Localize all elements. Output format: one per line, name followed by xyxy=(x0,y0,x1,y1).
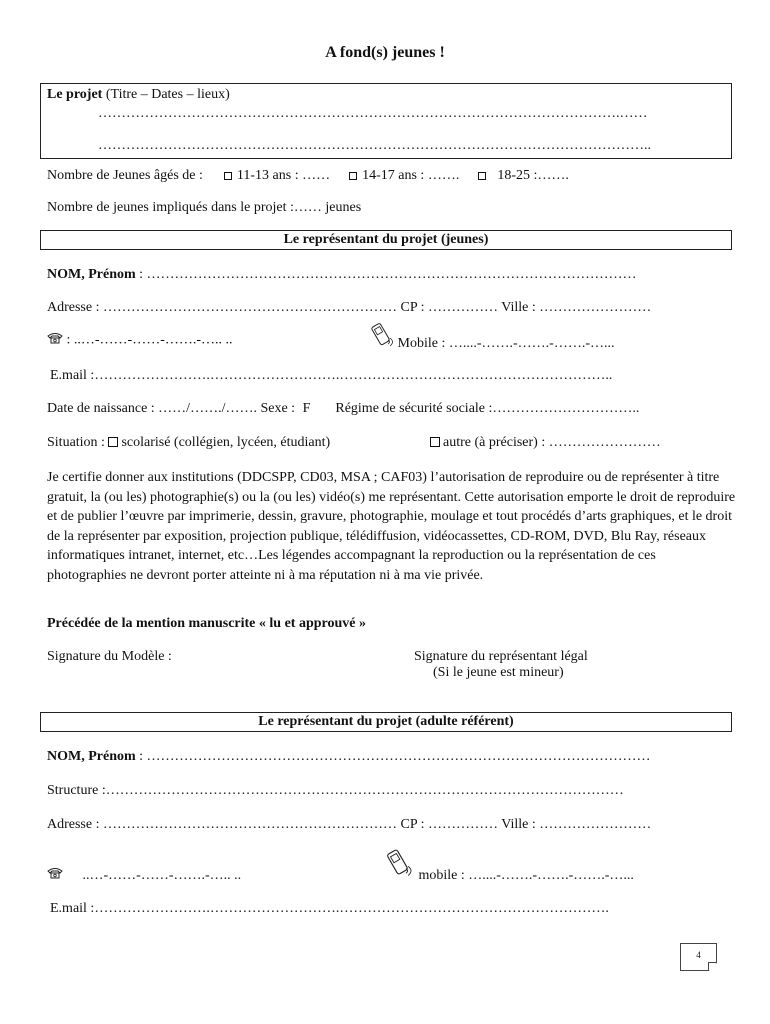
age-row xyxy=(47,168,569,184)
page-number: 4 xyxy=(680,943,717,971)
situation-autre-row xyxy=(430,435,661,451)
situation-label: Situation : xyxy=(47,435,105,450)
tel-dots: ..…-……-……-…….-….. .. xyxy=(82,867,242,883)
phone-icon xyxy=(47,332,63,349)
situation-autre: autre (à préciser) : …………………… xyxy=(443,435,661,450)
adulte-mobile-field[interactable] xyxy=(381,846,634,885)
jeunes-tel-field[interactable] xyxy=(47,332,233,349)
mobile-phone-icon xyxy=(381,846,415,885)
nom-dots: : ……………………………………………………………………………………………… xyxy=(135,749,651,764)
projet-label: Le projet xyxy=(47,87,103,102)
checkbox-icon[interactable] xyxy=(349,172,357,180)
jeunes-situation-row xyxy=(47,435,330,451)
nom-label: NOM, Prénom xyxy=(47,267,136,282)
naissance-field: Date de naissance : ……/……./……. Sexe : xyxy=(47,401,296,416)
signature-legal: Signature du représentant légal xyxy=(414,649,588,664)
jeunes-email-field[interactable]: E.mail :…………………….……………………….………………………………………………….. xyxy=(50,368,613,383)
jeunes-naissance-row[interactable] xyxy=(47,401,639,417)
tel-dots: : ..…-……-……-…….-….. .. xyxy=(66,332,233,348)
signature-modele: Signature du Modèle : xyxy=(47,649,172,664)
adulte-section-header: Le représentant du projet (adulte référent) xyxy=(40,712,732,732)
regime-field: Régime de sécurité sociale :………………………….. xyxy=(335,401,640,416)
projet-hint: (Titre – Dates – lieux) xyxy=(105,87,230,102)
situation-scolarise: scolarisé (collégien, lycéen, étudiant) xyxy=(121,435,331,450)
jeunes-nom-field[interactable] xyxy=(47,267,637,283)
autorisation-paragraph: Je certifie donner aux institutions (DDCSPP, CD03, MSA ; CAF03) l’autorisation de reproduire ou de représenter à titre gratuit, la (ou les) photographie(s) ou la (ou les) vidéo(s) me représentant. Cette autorisation emporte le droit de reproduire et de publier l’œuvre par imprimerie, dessin, gravure, photographie, moulage et tout procédés d’arts graphiques, et le droit de la représenter par exposition, projection publique, télédiffusion, vidéocassettes, CD-ROM, DVD, Blu Ray, réseaux informatiques intranet, internet, etc…Les légendes accompagnant la reproduction ou la représentation de ces photographies ne devront porter atteinte ni à ma réputation ni à ma vie privée. xyxy=(47,470,736,583)
mobile-dots: Mobile : …....-…….-…….-…….-…... xyxy=(397,335,615,351)
nom-dots: : …………………………………………………………………………………………… xyxy=(135,267,637,282)
adulte-tel-field[interactable] xyxy=(47,867,241,884)
jeunes-mobile-field[interactable] xyxy=(368,320,614,355)
jeunes-section-header: Le représentant du projet (jeunes) xyxy=(40,230,732,250)
mobile-phone-icon xyxy=(368,320,394,355)
checkbox-icon[interactable] xyxy=(224,172,232,180)
page-title: A fond(s) jeunes ! xyxy=(325,44,445,61)
nom-label: NOM, Prénom xyxy=(47,749,136,764)
adulte-email-field[interactable]: E.mail :…………………….……………………….…………………………………………………. xyxy=(50,901,609,916)
projet-line-1[interactable]: ………………………………………………………………………………………………….…… xyxy=(98,106,648,121)
sexe-value: F xyxy=(302,401,311,416)
checkbox-icon[interactable] xyxy=(478,172,486,180)
checkbox-icon[interactable] xyxy=(430,437,440,447)
adulte-adresse-field[interactable]: Adresse : ……………………………………………………… CP : …………… Ville : …………………… xyxy=(47,817,652,832)
projet-line-2[interactable]: ……………………………………………………………………………………………………….. xyxy=(98,138,651,153)
signature-legal-note: (Si le jeune est mineur) xyxy=(433,665,564,680)
mention-manuscrite: Précédée de la mention manuscrite « lu et approuvé » xyxy=(47,616,366,631)
projet-box xyxy=(40,83,732,159)
adulte-structure-field[interactable]: Structure :………………………………………………………………………………………………… xyxy=(47,783,624,798)
age-option-14-17: 14-17 ans : ……. xyxy=(362,168,460,183)
phone-icon xyxy=(47,867,63,884)
age-label: Nombre de Jeunes âgés de : xyxy=(47,168,203,183)
jeunes-impliques[interactable]: Nombre de jeunes impliqués dans le projet :…… jeunes xyxy=(47,200,362,215)
mobile-dots: mobile : …....-…….-…….-…….-…... xyxy=(418,867,634,883)
age-option-11-13: 11-13 ans : …… xyxy=(236,168,331,183)
age-option-18-25: 18-25 :……. xyxy=(497,168,569,183)
jeunes-adresse-field[interactable]: Adresse : ……………………………………………………… CP : …………… Ville : …………………… xyxy=(47,300,652,315)
projet-heading xyxy=(47,87,230,103)
adulte-nom-field[interactable] xyxy=(47,749,651,765)
checkbox-icon[interactable] xyxy=(108,437,118,447)
